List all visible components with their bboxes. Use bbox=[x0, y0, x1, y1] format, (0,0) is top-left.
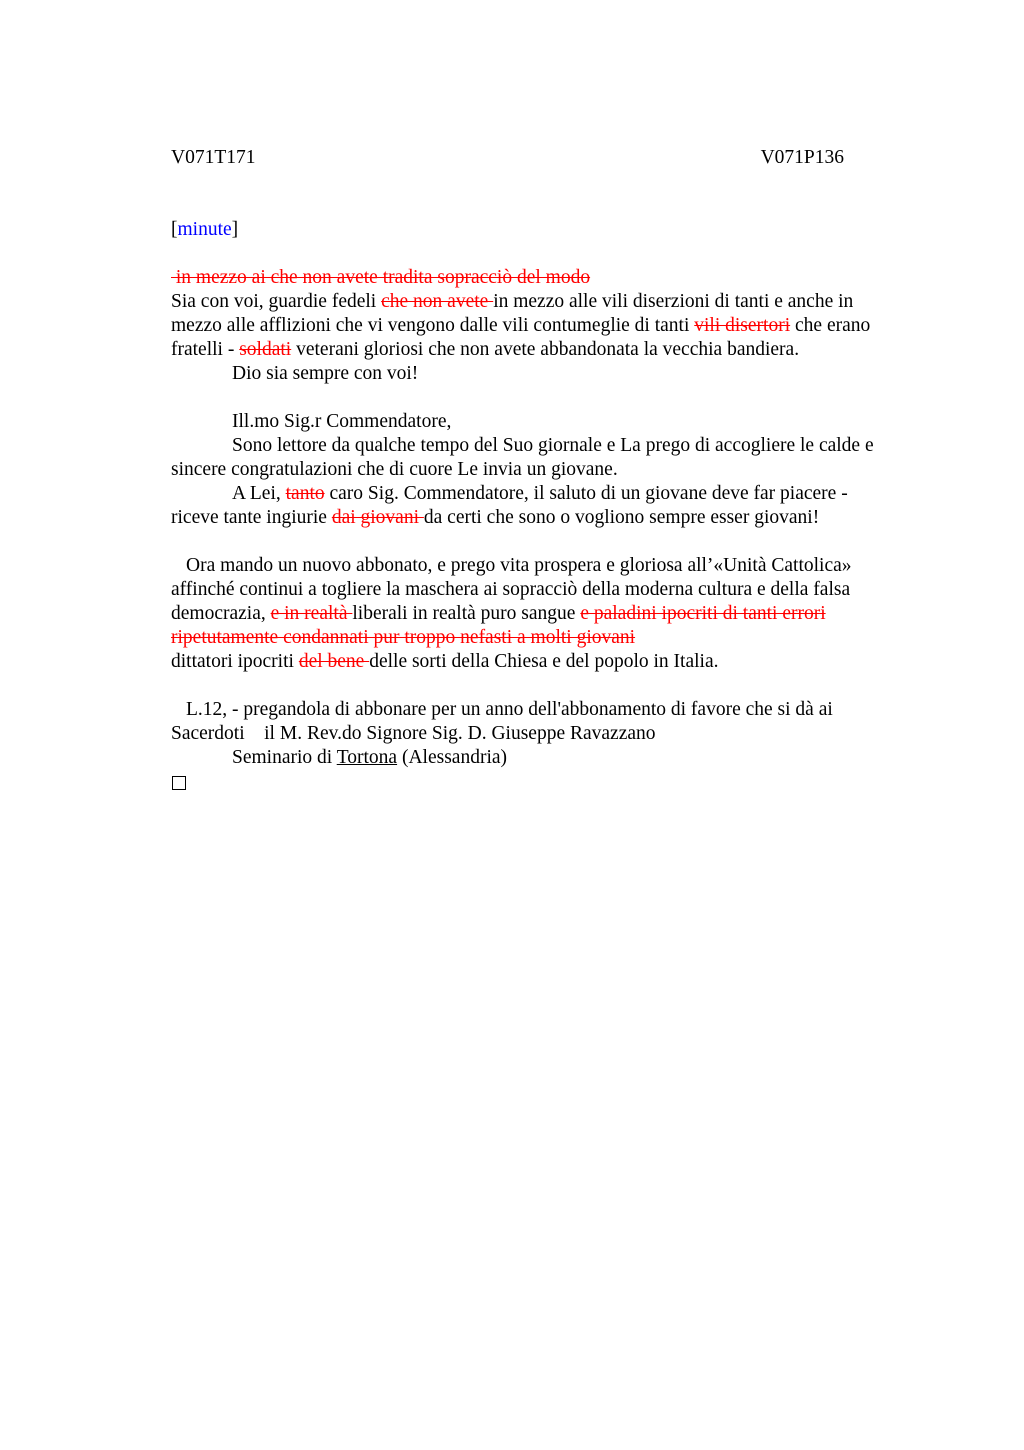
paragraph-line: Sia con voi, guardie fedeli che non avete in mezzo alle vili diserzioni di tanti e anche in bbox=[171, 291, 854, 312]
minute-link-text: minute bbox=[177, 219, 232, 240]
deleted-text: vili disertori bbox=[694, 315, 791, 336]
deleted-text: dai giovani bbox=[331, 507, 424, 528]
deleted-text: e in realtà bbox=[270, 603, 353, 624]
paragraph-line: A Lei, tanto caro Sig. Commendatore, il saluto di un giovane deve far piacere - bbox=[232, 483, 848, 504]
paragraph-line: fratelli - soldati veterani gloriosi che non avete abbandonata la vecchia bandiera. bbox=[171, 339, 800, 360]
deleted-line bbox=[171, 626, 915, 650]
paragraph-line: Ora mando un nuovo abbonato, e prego vita prospera e gloriosa all’«Unità Cattolica» bbox=[186, 555, 852, 576]
paragraph-line: riceve tante ingiurie dai giovani da certi che sono o vogliono sempre esser giovani! bbox=[171, 507, 820, 528]
deleted-text: del bene bbox=[298, 651, 370, 672]
salutation: Ill.mo Sig.r Commendatore, bbox=[232, 411, 452, 432]
underlined-place: Tortona bbox=[336, 747, 398, 768]
paragraph-line: affinché continui a togliere la maschera ai sopracciò della moderna cultura e della falsa bbox=[171, 579, 851, 600]
paragraph-line: Sono lettore da qualche tempo del Suo giornale e La prego di accogliere le calde e bbox=[232, 435, 874, 456]
deleted-text: e paladini ipocriti di tanti errori bbox=[580, 603, 826, 624]
paragraph-line: Sacerdoti il M. Rev.do Signore Sig. D. Giuseppe Ravazzano bbox=[171, 723, 656, 744]
deleted-text: in mezzo ai che non avete tradita sopracciò del modo bbox=[171, 267, 591, 288]
deleted-text: ripetutamente condannati pur troppo nefasti a molti giovani bbox=[171, 627, 636, 648]
end-marker-line bbox=[171, 770, 915, 794]
deleted-line bbox=[171, 266, 915, 290]
document-code-right: V071P136 bbox=[760, 147, 844, 168]
empty-square-icon bbox=[172, 776, 186, 790]
minute-label: [minute] bbox=[171, 219, 239, 240]
deleted-text: soldati bbox=[239, 339, 292, 360]
address-line: Seminario di Tortona (Alessandria) bbox=[232, 747, 508, 768]
paragraph-line: dittatori ipocriti del bene delle sorti della Chiesa e del popolo in Italia. bbox=[171, 651, 719, 672]
document-page bbox=[171, 146, 915, 794]
paragraph-line: Dio sia sempre con voi! bbox=[232, 363, 419, 384]
deleted-text: tanto bbox=[285, 483, 325, 504]
paragraph-line: democrazia, e in realtà liberali in realtà puro sangue e paladini ipocriti di tanti errori bbox=[171, 603, 826, 624]
deleted-text: che non avete bbox=[381, 291, 494, 312]
paragraph-line: sincere congratulazioni che di cuore Le invia un giovane. bbox=[171, 459, 618, 480]
header-line bbox=[171, 146, 915, 170]
paragraph-line: mezzo alle afflizioni che vi vengono dalle vili contumeglie di tanti vili disertori che erano bbox=[171, 315, 871, 336]
paragraph-line: L.12, - pregandola di abbonare per un anno dell'abbonamento di favore che si dà ai bbox=[186, 699, 833, 720]
document-code-left: V071T171 bbox=[171, 147, 256, 168]
